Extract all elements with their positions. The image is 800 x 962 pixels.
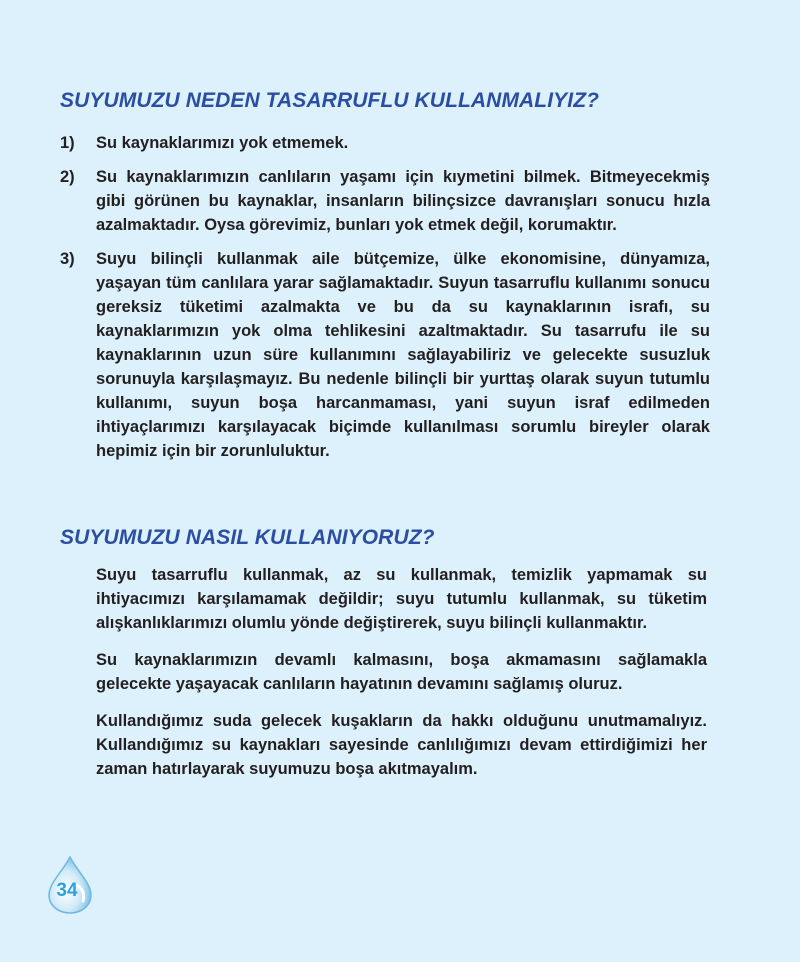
list-item [60, 131, 710, 155]
body-paragraphs [96, 563, 707, 794]
paragraph: Su kaynaklarımızın devamlı kalmasını, boşa akmamasını sağlamakla gelecekte yaşayacak canlıların hayatının devamını sağlamış oluruz. [96, 651, 707, 693]
list-item [60, 247, 710, 463]
section-heading-how-we-use-water: SUYUMUZU NASIL KULLANIYORUZ? [60, 526, 435, 549]
reasons-list [60, 131, 710, 473]
list-number: 3) [60, 250, 75, 268]
list-number: 2) [60, 168, 75, 186]
paragraph: Kullandığımız suda gelecek kuşakların da hakkı olduğunu unutmamalıyız. Kullandığımız su kaynakları sayesinde canlılığımızı devam ettirdiğimizi her zaman hatırlayarak suyumuzu boşa akıtmayalım. [96, 712, 707, 778]
list-number: 1) [60, 134, 75, 152]
paragraph: Suyu tasarruflu kullanmak, az su kullanmak, temizlik yapmamak su ihtiyacımızı karşılamamak değildir; suyu tutumlu kullanmak, su tüketim alışkanlıklarımızı olumlu yönde değiştirerek, suyu bilinçli kullanmaktır. [96, 566, 707, 632]
list-text: Suyu bilinçli kullanmak aile bütçemize, ülke ekonomisine, dünyamıza, yaşayan tüm canlılara yarar sağlamaktadır. Suyun tasarruflu kullanımı sonucu gereksiz tüketimi azalmakta ve bu da su kaynaklarının israfı, su kaynaklarımızın yok olma tehlikesini azaltmaktadır. Su tasarrufu ile su kaynaklarının uzun süre kullanımını sağlayabiliriz ve gelecekte susuzluk sorunuyla karşılaşmayız. Bu nedenle bilinçli bir yurttaş olarak suyun tutumlu kullanımı, suyun boşa harcanmaması, yani suyun israf edilmeden ihtiyaçlarımızı karşılayacak biçimde kullanılması sorumlu bireyler olarak hepimiz için bir zorunluluktur. [96, 250, 710, 460]
list-text: Su kaynaklarımızın canlıların yaşamı için kıymetini bilmek. Bitmeyecekmiş gibi görünen bu kaynaklar, insanların bilinçsizce davranışları sonucu hızla azalmaktadır. Oysa görevimiz, bunları yok etmek değil, korumaktır. [96, 168, 710, 234]
page-number: 34 [56, 880, 78, 901]
list-text: Su kaynaklarımızı yok etmemek. [96, 134, 349, 152]
section-heading-why-save-water: SUYUMUZU NEDEN TASARRUFLU KULLANMALIYIZ? [60, 89, 600, 112]
list-item [60, 165, 710, 237]
